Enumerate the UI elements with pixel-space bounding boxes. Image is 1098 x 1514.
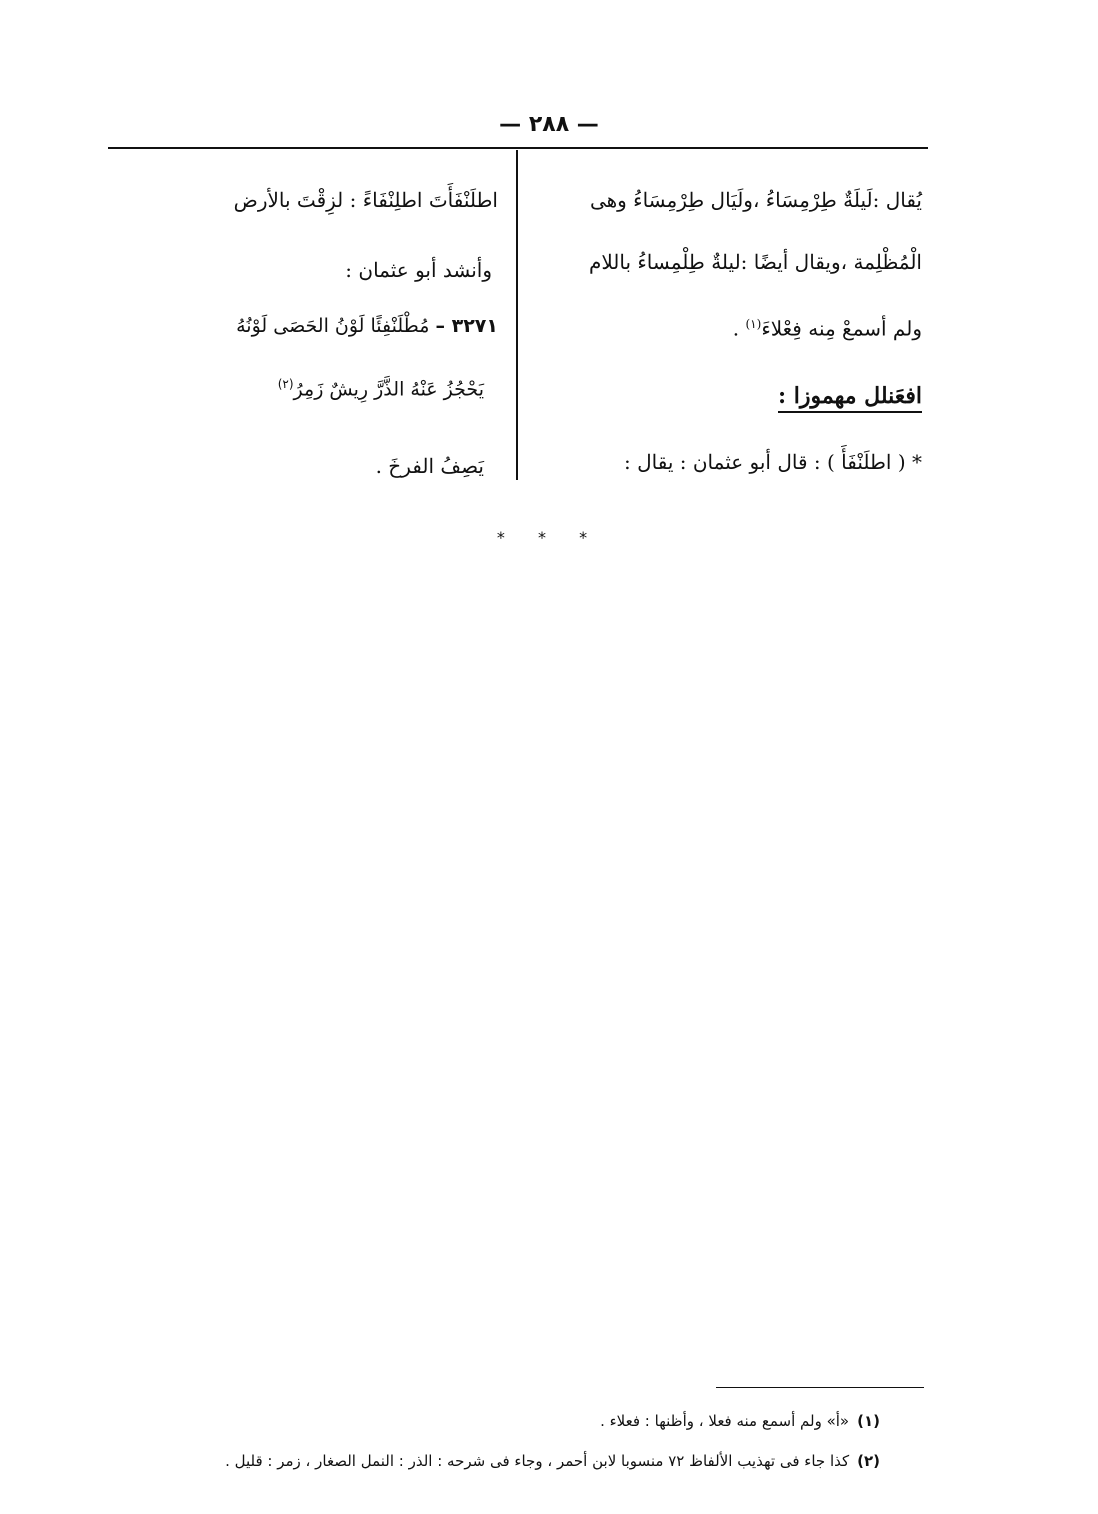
footnote-2-text: كذا جاء فى تهذيب الألفاظ ٧٢ منسوبا لابن أحمر ، وجاء فى شرحه : الذر : النمل الصغار ، زمر : قليل . — [225, 1452, 850, 1470]
section-heading: افعَنلل مهموزا : — [778, 383, 922, 413]
footnote-ref-1: (١) — [745, 317, 762, 331]
right-line-3 — [733, 310, 922, 343]
footnote-1 — [600, 1410, 880, 1432]
section-heading-wrap — [778, 382, 922, 410]
verse-line-1 — [236, 312, 498, 340]
right-line-5: * ( اطلَنْفَأَ ) : قال أبو عثمان : يقال : — [624, 450, 922, 474]
left-line-1: اطلَنْفَأَتَ اطلِنْفَاءً : لزِقْتَ بالأرض — [233, 188, 498, 212]
right-line-3-text: ولم أسمعْ مِنه فِعْلاءَ — [761, 316, 922, 341]
footnote-rule — [716, 1387, 924, 1388]
right-line-3-end: . — [732, 316, 740, 341]
left-line-5: يَصِفُ الفرخَ . — [375, 454, 484, 478]
right-line-2: الْمُظْلِمة ،ويقال أيضًا :ليلةٌ طِلْمِساءُ باللام — [588, 250, 922, 274]
verse-hemistich-1: مُطْلَنْفِئًا لَوْنُ الحَصَى لَوْنُهُ — [236, 315, 430, 337]
footnote-ref-2: (٢) — [277, 377, 294, 391]
footnote-2-number: (٢) — [857, 1452, 880, 1470]
page-number: — ٢٨٨ — — [499, 112, 599, 137]
verse-line-2 — [278, 370, 484, 403]
footnote-1-number: (١) — [857, 1412, 880, 1430]
verse-number: ٣٢٧١ – — [435, 315, 498, 337]
column-divider — [516, 150, 518, 480]
left-line-2: وأنشد أبو عثمان : — [345, 258, 492, 282]
footnote-1-text: «أ» ولم أسمع منه فعلا ، وأظنها : فعلاء . — [600, 1412, 850, 1430]
section-separator: * * * — [496, 528, 602, 547]
footnote-2 — [225, 1450, 880, 1472]
verse-hemistich-2: يَحْجُزُ عَنْهُ الذَّرَّ رِيشٌ زَمِرُ — [293, 378, 484, 401]
header-rule — [108, 147, 928, 149]
right-line-1: يُقال :لَيلَةٌ طِرْمِسَاءُ ،ولَيَال طِرْمِسَاءُ وهى — [589, 188, 922, 212]
